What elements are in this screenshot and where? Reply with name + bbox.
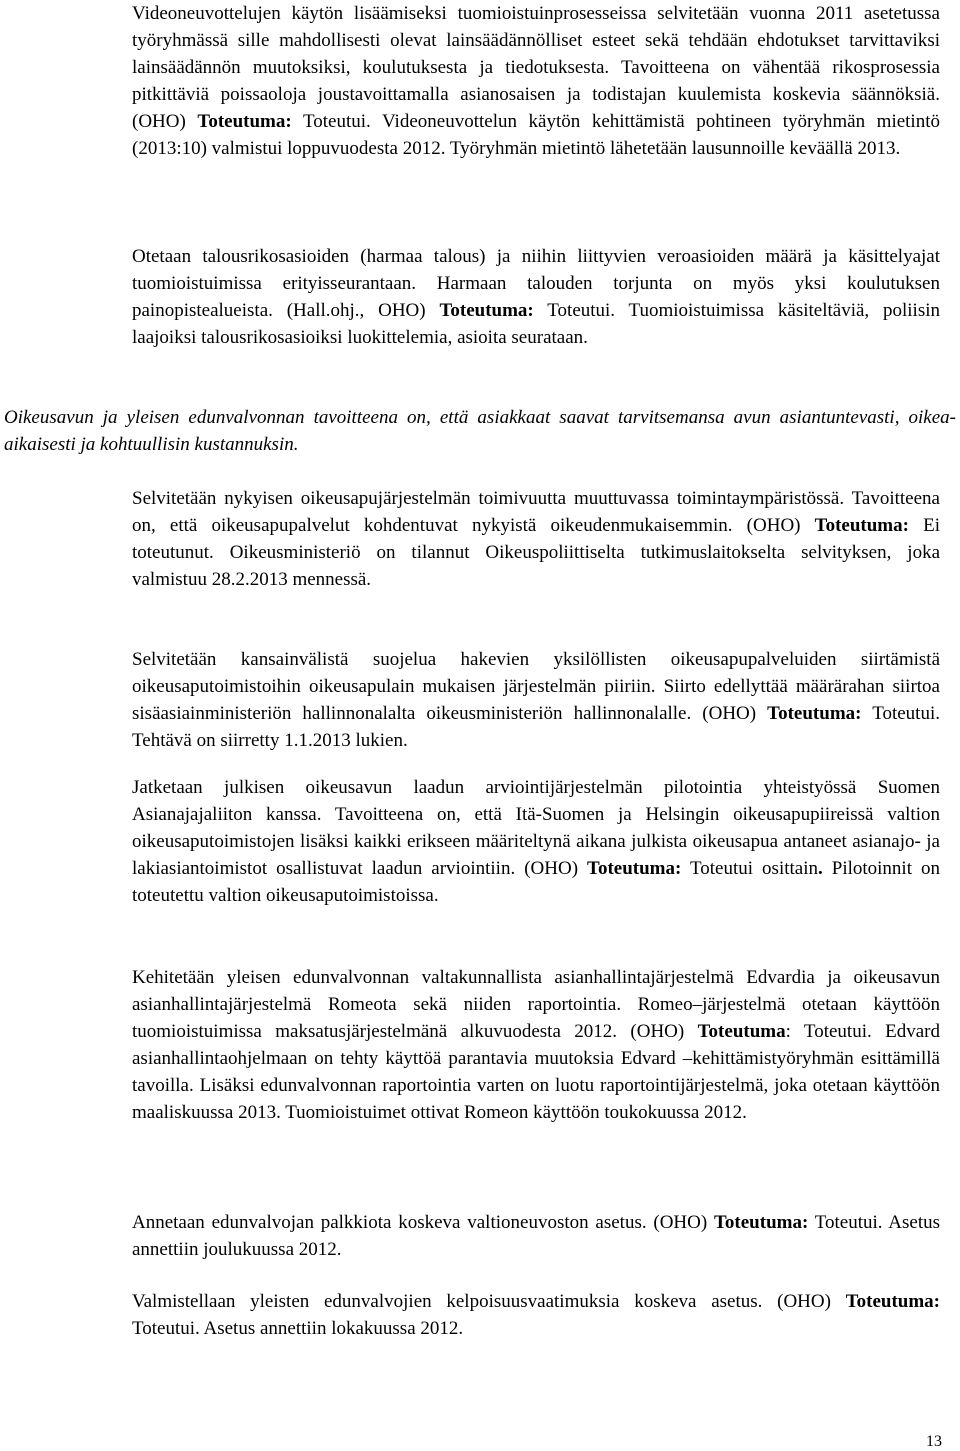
text-run: Toteutui. Videoneuvottelun käytön kehittämistä pohtineen työryhmän mietintö (2013:10) valmistui loppuvuodesta 2012. Työryhmän mietintö lähetetään lausunnoille keväällä 2013. <box>132 111 940 159</box>
paragraph-kelpoisuus-asetus <box>132 1288 940 1342</box>
text-run: Ei toteutunut. Oikeusministeriö on tilannut Oikeuspoliittiselta tutkimuslaitokselta selvityksen, joka valmistuu 28.2.2013 mennessä. <box>132 515 941 590</box>
bold-label: Toteutuma: <box>767 703 862 724</box>
paragraph-palkkio-asetus <box>132 1209 940 1263</box>
text-run: Toteutui osittain <box>681 858 818 879</box>
paragraph-talousrikos <box>132 243 940 351</box>
text-run: Videoneuvottelujen käytön lisäämiseksi tuomioistuinprosesseissa selvitetään vuonna 2011 asetetussa työryhmässä sille mahdollisesti olevat lainsäädännölliset esteet sekä tehdään ehdotukset tarvittaviksi lainsäädännön muutoksiksi, koulutuksesta ja tiedotuksesta. Tavoitteena on vähentää rikosprosessia pitkittäviä poissaoloja joustavoittamalla asianosaisen ja todistajan kuulemista koskevia säännöksiä. (OHO) <box>132 3 940 132</box>
bold-label: Toteutuma: <box>845 1291 940 1312</box>
text-run: Selvitetään nykyisen oikeusapujärjestelmän toimivuutta muuttuvassa toimintaympäristössä. Tavoitteena on, että oikeusapupalvelut kohdentuvat nykyistä oikeudenmukaisemmin. (OHO) <box>132 488 940 536</box>
paragraph-oikeusapujarjestelma <box>132 485 940 593</box>
text-run: Toteutui. Asetus annettiin joulukuussa 2012. <box>132 1212 940 1260</box>
paragraph-videoneuvottelu <box>132 0 940 162</box>
text-run: Annetaan edunvalvojan palkkiota koskeva valtioneuvoston asetus. (OHO) <box>132 1212 714 1233</box>
paragraph-laadun-arviointi <box>132 774 940 909</box>
text-run: Kehitetään yleisen edunvalvonnan valtakunnallista asianhallintajärjestelmä Edvardia ja oikeusavun asianhallintajärjestelmä Romeota sekä niiden raportointia. Romeo–järjestelmä otetaan käyttöön tuomioistuimissa maksatusjärjestelmänä alkuvuodesta 2012. (OHO) <box>132 967 940 1042</box>
bold-label: Toteutuma: <box>439 300 534 321</box>
text-run: Pilotoinnit on toteutettu valtion oikeusaputoimistoissa. <box>132 858 940 906</box>
text-run: Toteutui. Tuomioistuimissa käsiteltäviä, poliisin laajoiksi talousrikosasioiksi luokittelemia, asioita seurataan. <box>132 300 941 348</box>
bold-label: Toteutuma: <box>197 111 292 132</box>
text-run: Jatketaan julkisen oikeusavun laadun arviointijärjestelmän pilotointia yhteistyössä Suomen Asianajajaliiton kanssa. Tavoitteena on, että Itä-Suomen ja Helsingin oikeusapupiireissä valtion oikeusaputoimistojen lisäksi kaikki erikseen määriteltynä aikana julkista oikeusapua antaneet asianajo- ja lakiasiantoimistot osallistuvat laadun arviointiin. (OHO) <box>132 777 940 879</box>
paragraph-kansainvalinen-suojelu <box>132 646 940 754</box>
text-run: Selvitetään kansainvälistä suojelua hakevien yksilöllisten oikeusapupalveluiden siirtämistä oikeusaputoimistoihin oikeusapulain mukaisen järjestelmän piiriin. Siirto edellyttää määrärahan siirtoa sisäasiainministeriön hallinnonalalta oikeusministeriön hallinnonalalle. (OHO) <box>132 649 940 724</box>
text-run: Toteutui. Asetus annettiin lokakuussa 2012. <box>132 1318 464 1339</box>
page-number: 13 <box>926 1433 942 1450</box>
bold-label: Toteutuma: <box>713 1212 809 1233</box>
paragraph-asianhallinta <box>132 964 940 1126</box>
paragraph-oikeusapu-tavoite <box>4 404 956 458</box>
text-run: Toteutui. Tehtävä on siirretty 1.1.2013 lukien. <box>132 703 940 751</box>
text-run: Otetaan talousrikosasioiden (harmaa talous) ja niihin liittyvien veroasioiden määrä ja käsittelyajat tuomioistuimissa erityisseurantaan. Harmaan talouden torjunta on myös yksi koulutuksen painopistealueista. (Hall.ohj., OHO) <box>132 246 940 321</box>
text-run: Oikeusavun ja yleisen edunvalvonnan tavoitteena on, että asiakkaat saavat tarvitsemansa avun asiantuntevasti, oikea-aikaisesti ja kohtuullisin kustannuksin. <box>4 407 956 455</box>
bold-label: Toteutuma <box>697 1021 786 1042</box>
text-run: Valmistellaan yleisten edunvalvojien kelpoisuusvaatimuksia koskeva asetus. (OHO) <box>132 1291 846 1312</box>
bold-label: Toteutuma: <box>587 858 682 879</box>
bold-label: . <box>818 858 823 879</box>
text-run: : Toteutui. Edvard asianhallintaohjelmaan on tehty käyttöä parantavia muutoksia Edvard –kehittämistyöryhmän esittämillä tavoilla. Lisäksi edunvalvonnan raportointia varten on luotu raportointijärjestelmä, joka otetaan käyttöön maaliskuussa 2013. Tuomioistuimet ottivat Romeon käyttöön toukokuussa 2012. <box>132 1021 940 1123</box>
bold-label: Toteutuma: <box>814 515 909 536</box>
